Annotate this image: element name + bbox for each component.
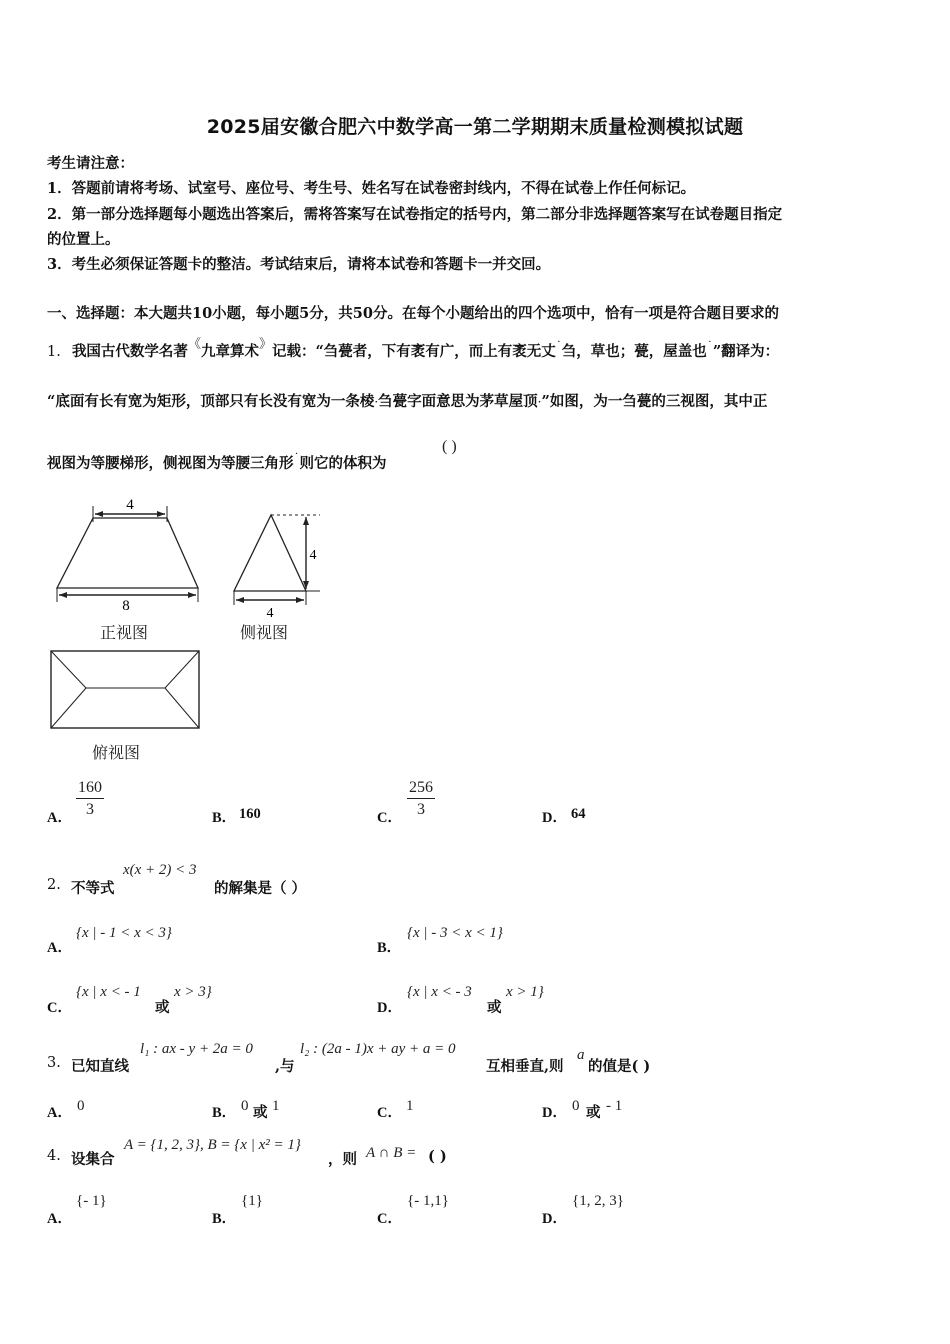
option-d-label[interactable]: D．	[377, 1000, 402, 1016]
answer-parentheses: ( )	[442, 438, 457, 455]
question-expression: x(x + 2) < 3	[123, 862, 197, 878]
question-text: 不等式	[71, 880, 115, 897]
question-text: 则它的体积为	[299, 455, 387, 472]
option-d-label[interactable]: D．	[542, 1211, 567, 1227]
notice-item: 的位置上。	[47, 231, 120, 248]
option-d-label[interactable]: D．	[542, 810, 567, 826]
option-a-fraction	[76, 778, 104, 821]
question-number: 1.	[47, 344, 61, 360]
option-c-label[interactable]: C．	[47, 1000, 72, 1016]
option-c-label[interactable]: C．	[377, 810, 402, 826]
question-text: 的值是( )	[588, 1058, 651, 1075]
option-b-label[interactable]: B．	[212, 1105, 237, 1121]
rectangle-shape	[51, 651, 199, 728]
book-bracket-close: 》	[258, 337, 272, 352]
option-d-value: - 1	[606, 1098, 623, 1114]
question-number: 3.	[47, 1055, 61, 1071]
question-expression: A ∩ B =	[366, 1145, 417, 1161]
fraction-numerator: 256	[407, 778, 435, 799]
option-b-value: {x | - 3 < x < 1}	[407, 925, 503, 941]
option-d-value: 0	[572, 1098, 580, 1114]
option-b-label[interactable]: B．	[212, 810, 237, 826]
side-view-figure	[226, 505, 326, 620]
book-title: 九章算术	[200, 343, 259, 360]
question-text: ( )	[428, 1148, 447, 1165]
question-text: ,与	[275, 1058, 295, 1075]
line-l2-equation: l₂ : (2a - 1)x + ay + a = 0	[300, 1041, 456, 1057]
option-b-value: 160	[239, 806, 261, 822]
option-d-value: x > 1}	[506, 984, 544, 1000]
variable-a: a	[577, 1047, 585, 1063]
option-c-fraction	[407, 778, 435, 821]
notice-item: 2．第一部分选择题每小题选出答案后，需将答案写在试卷指定的括号内，第二部分非选择题答案写在试卷题目指定	[47, 206, 783, 223]
question-text: ”翻译为：	[712, 343, 780, 360]
notice-heading: 考生请注意：	[47, 155, 134, 172]
front-view-label: 正视图	[100, 623, 149, 642]
question-text: “底面有长有宽为矩形，顶部只有长没有宽为一条棱	[47, 393, 375, 410]
question-text: 刍甍字面意思为茅草屋顶	[378, 393, 538, 410]
option-b-value: {1}	[241, 1193, 263, 1209]
question-text: 刍，草也；甍，屋盖也	[561, 343, 707, 360]
trapezoid-shape	[57, 518, 198, 588]
option-d-value: {x | x < - 3	[407, 984, 472, 1000]
side-height-dimension: 4	[309, 548, 317, 563]
option-d-value: {1, 2, 3}	[572, 1193, 624, 1209]
question-text: 我国古代数学名著	[71, 343, 188, 360]
fraction-numerator: 160	[76, 778, 104, 799]
option-a-label[interactable]: A．	[47, 940, 72, 956]
question-expression: A = {1, 2, 3}, B = {x | x² = 1}	[124, 1137, 301, 1153]
question-1-line-1: 1. 我国古代数学名著《九章算术》记载：“刍甍者，下有袤有广，而上有袤无丈˙刍，草也；甍，屋盖也˙”翻译为：	[47, 337, 780, 360]
side-bottom-dimension: 4	[266, 606, 274, 620]
option-c-value: {x | x < - 1	[76, 984, 141, 1000]
fraction-denominator: 3	[86, 801, 94, 818]
option-b-or: 或	[253, 1104, 268, 1121]
question-text: ，则	[328, 1151, 357, 1168]
option-a-value: {x | - 1 < x < 3}	[76, 925, 172, 941]
option-a-label[interactable]: A．	[47, 1211, 72, 1227]
option-c-label[interactable]: C．	[377, 1105, 402, 1121]
option-c-value: x > 3}	[174, 984, 212, 1000]
option-c-value: 1	[406, 1098, 414, 1114]
option-a-label[interactable]: A．	[47, 1105, 72, 1121]
option-c-label[interactable]: C．	[377, 1211, 402, 1227]
page-title: 2025届安徽合肥六中数学高一第二学期期末质量检测模拟试题	[206, 116, 744, 138]
question-text: 互相垂直,则	[486, 1058, 564, 1075]
option-c-or: 或	[155, 999, 170, 1016]
front-top-dimension: 4	[126, 497, 134, 513]
option-c-value: {- 1,1}	[407, 1193, 449, 1209]
option-d-label[interactable]: D．	[542, 1105, 567, 1121]
notice-item: 3．考生必须保证答题卡的整洁。考试结束后，请将本试卷和答题卡一并交回。	[47, 256, 551, 273]
option-b-label[interactable]: B．	[212, 1211, 237, 1227]
book-bracket-open: 《	[187, 337, 201, 352]
side-view-label: 侧视图	[240, 623, 289, 642]
question-text: 已知直线	[71, 1058, 129, 1075]
line-l1-equation: l₁ : ax - y + 2a = 0	[140, 1041, 253, 1057]
option-d-or: 或	[487, 999, 502, 1016]
fraction-denominator: 3	[417, 801, 425, 818]
option-b-value: 1	[272, 1098, 280, 1114]
top-view-label: 俯视图	[92, 743, 141, 762]
option-b-value: 0	[241, 1098, 249, 1114]
question-text: ”如图，为一刍甍的三视图，其中正	[541, 393, 768, 410]
option-a-label[interactable]: A．	[47, 810, 72, 826]
question-text: 设集合	[71, 1151, 115, 1168]
question-number: 4.	[47, 1148, 61, 1164]
option-d-or: 或	[586, 1104, 601, 1121]
option-a-value: {- 1}	[76, 1193, 107, 1209]
question-text: 记载：“刍甍者，下有袤有广，而上有袤无丈	[271, 343, 556, 360]
option-b-label[interactable]: B．	[377, 940, 402, 956]
question-text: 的解集是（ ）	[214, 880, 307, 897]
front-bottom-dimension: 8	[122, 598, 130, 614]
question-1-line-3: 视图为等腰梯形，侧视图为等腰三角形˙则它的体积为	[47, 451, 387, 472]
triangle-shape	[234, 515, 306, 591]
notice-item: 1．答题前请将考场、试室号、座位号、考生号、姓名写在试卷密封线内，不得在试卷上作任何标记。	[47, 180, 696, 197]
top-view-figure	[48, 648, 203, 732]
option-d-value: 64	[571, 806, 586, 822]
option-a-value: 0	[77, 1098, 85, 1114]
question-number: 2.	[47, 877, 61, 893]
section-heading: 一、选择题：本大题共10小题，每小题5分，共50分。在每个小题给出的四个选项中，恰有一项是符合题目要求的	[47, 305, 779, 322]
question-text: 视图为等腰梯形，侧视图为等腰三角形	[47, 455, 294, 472]
question-1-line-2: “底面有长有宽为矩形，顶部只有长没有宽为一条棱·刍甍字面意思为茅草屋顶·”如图，为一刍甍的三视图，其中正	[47, 393, 768, 410]
